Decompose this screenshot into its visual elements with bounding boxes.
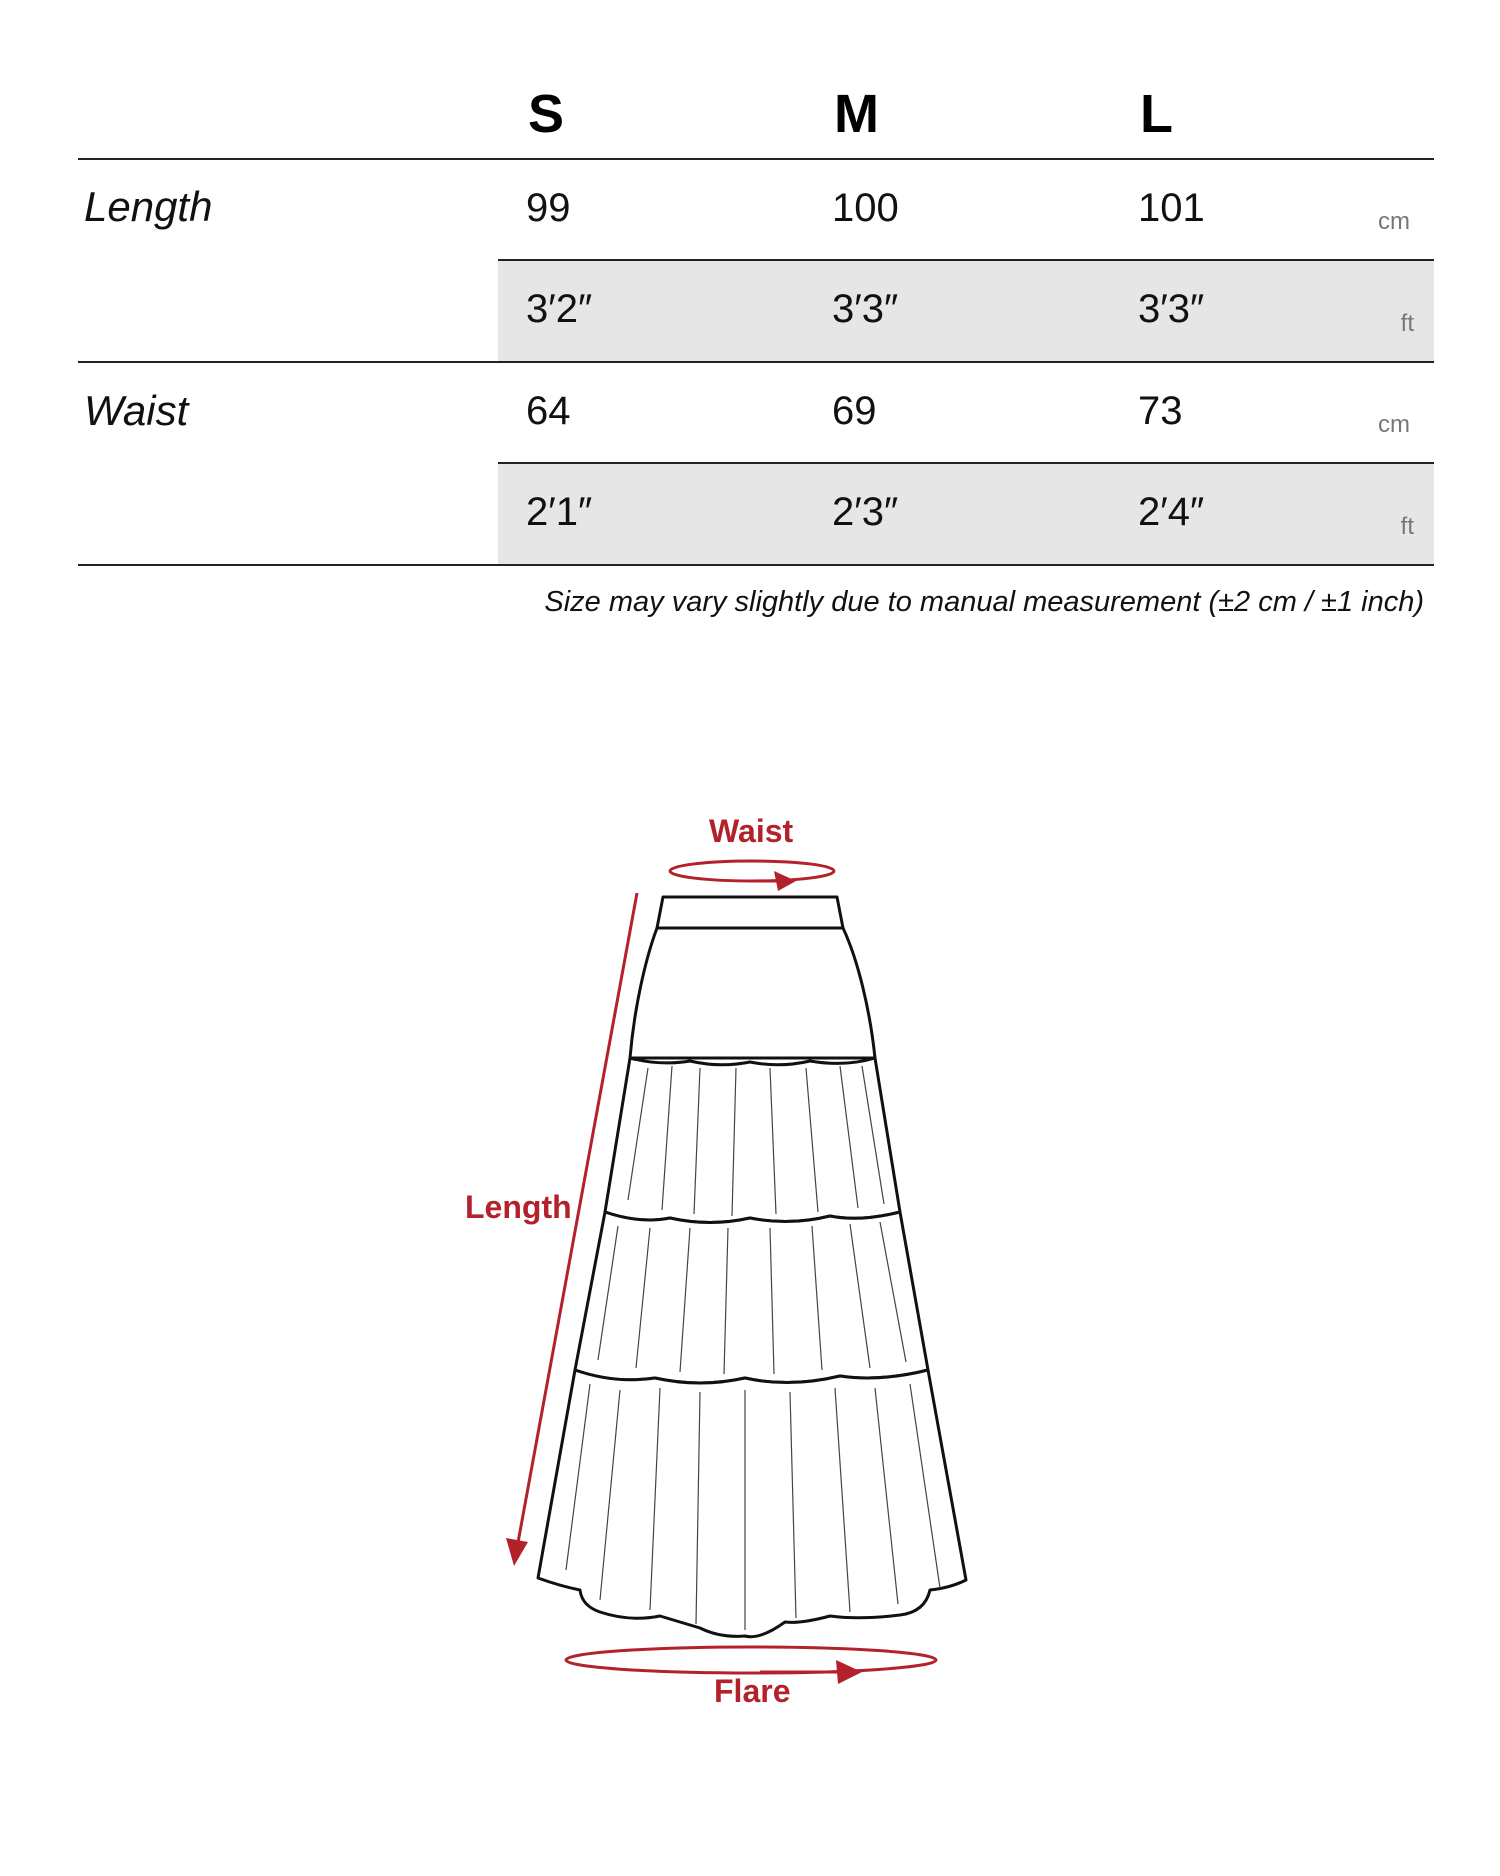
length-arrowhead <box>506 1538 528 1566</box>
length-cm-s: 99 <box>526 186 571 230</box>
size-header-s: S <box>528 84 565 144</box>
waist-ft-s: 2′1″ <box>526 490 593 534</box>
flare-measure-arrow <box>566 1647 936 1673</box>
flare-callout: Flare <box>714 1673 791 1709</box>
waist-ft-l: 2′4″ <box>1138 490 1205 534</box>
waist-cm-m: 69 <box>832 389 877 433</box>
skirt-outline <box>538 897 966 1637</box>
length-ft-m: 3′3″ <box>832 287 899 331</box>
row-label-waist: Waist <box>84 387 189 434</box>
length-callout: Length <box>465 1189 572 1225</box>
waist-cm-unit: cm <box>1378 411 1410 438</box>
flare-arrowhead <box>836 1660 862 1684</box>
length-cm-l: 101 <box>1138 186 1205 230</box>
length-ft-unit: ft <box>1400 310 1414 337</box>
length-cm-m: 100 <box>832 186 899 230</box>
size-header-m: M <box>834 84 879 144</box>
length-cm-unit: cm <box>1378 208 1410 235</box>
waist-measure-arrow <box>670 861 834 881</box>
size-header-l: L <box>1140 84 1173 144</box>
waist-ft-m: 2′3″ <box>832 490 899 534</box>
measurement-note: Size may vary slightly due to manual measurement (±2 cm / ±1 inch) <box>544 586 1424 618</box>
waist-callout: Waist <box>709 813 794 849</box>
row-label-length: Length <box>84 183 213 230</box>
length-ft-l: 3′3″ <box>1138 287 1205 331</box>
waist-cm-l: 73 <box>1138 389 1183 433</box>
waist-arrowhead <box>774 871 796 891</box>
waist-cm-s: 64 <box>526 389 571 433</box>
waist-ft-unit: ft <box>1400 513 1414 540</box>
length-ft-s: 3′2″ <box>526 287 593 331</box>
